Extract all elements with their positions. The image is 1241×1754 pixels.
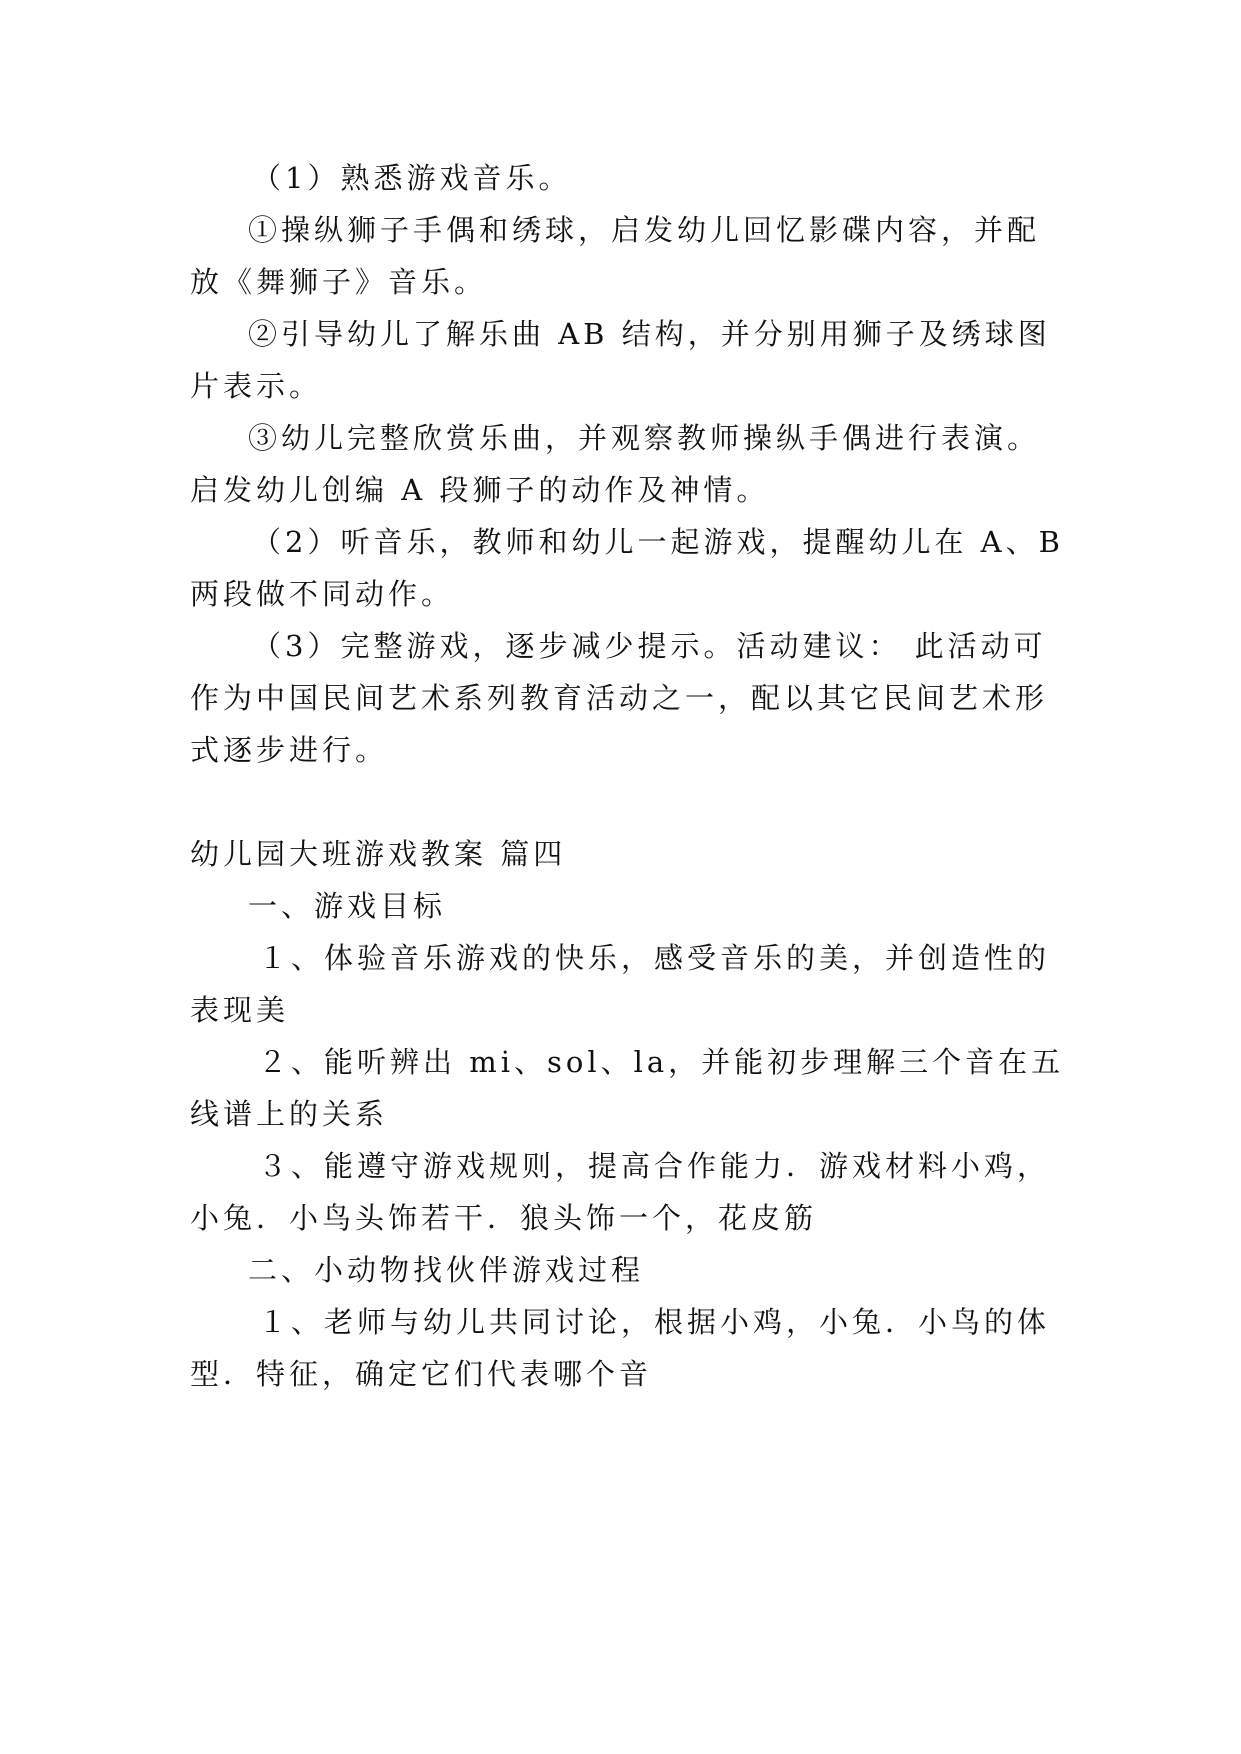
text-line: （1）熟悉游戏音乐。: [252, 161, 572, 195]
text-line: 线谱上的关系: [190, 1097, 389, 1131]
text-line: 式逐步进行。: [190, 733, 389, 767]
section-heading: 幼儿园大班游戏教案 篇四: [190, 837, 567, 871]
text-line: １、老师与幼儿共同讨论，根据小鸡，小兔．小鸟的体: [258, 1305, 1051, 1339]
text-line: 两段做不同动作。: [190, 577, 455, 611]
text-line: 一、游戏目标: [248, 889, 447, 923]
text-line: 小兔．小鸟头饰若干．狼头饰一个，花皮筋: [190, 1201, 818, 1235]
text-line: 片表示。: [190, 369, 323, 403]
text-line: 作为中国民间艺术系列教育活动之一，配以其它民间艺术形: [190, 681, 1049, 715]
text-line: ③幼儿完整欣赏乐曲，并观察教师操纵手偶进行表演。: [248, 421, 1041, 455]
text-line: （2）听音乐，教师和幼儿一起游戏，提醒幼儿在 A、B: [252, 525, 1064, 559]
text-line: ①操纵狮子手偶和绣球，启发幼儿回忆影碟内容，并配: [248, 213, 1041, 247]
text-line: １、体验音乐游戏的快乐，感受音乐的美，并创造性的: [258, 941, 1051, 975]
text-line: 放《舞狮子》音乐。: [190, 265, 488, 299]
text-line: 启发幼儿创编 A 段狮子的动作及神情。: [190, 473, 770, 507]
text-line: 表现美: [190, 993, 290, 1027]
text-line: ２、能听辨出 mi、sol、la，并能初步理解三个音在五: [258, 1045, 1065, 1079]
text-line: 型．特征，确定它们代表哪个音: [190, 1357, 653, 1391]
text-line: 二、小动物找伙伴游戏过程: [248, 1253, 645, 1287]
text-line: （3）完整游戏，逐步减少提示。活动建议： 此活动可: [252, 629, 1047, 663]
text-line: ３、能遵守游戏规则，提高合作能力．游戏材料小鸡，: [258, 1149, 1051, 1183]
text-line: ②引导幼儿了解乐曲 AB 结构，并分别用狮子及绣球图: [248, 317, 1051, 351]
